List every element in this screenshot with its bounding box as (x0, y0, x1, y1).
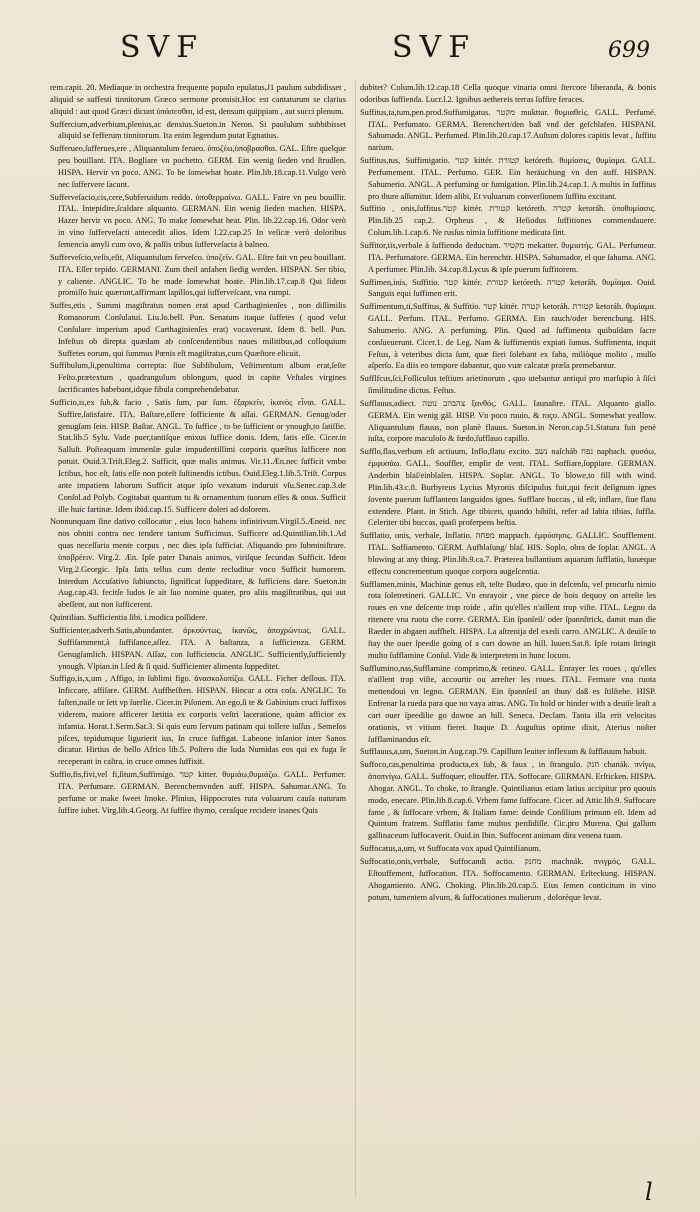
entry: Suffitus,ta,tum,pen.prod.Suffumigatus. מקטר mukttar. θυμιαθεὶς. GALL. Perfumé. ITAL. Perfumato. GERMA. Berenchert/den baß vnd der geſchlafen. HISPANI. Sahumado. ANGL. Perfumed. Plin.lib.20.cap.17.Auſtum dolores capitis levat , ſuffitu narium. (360, 107, 656, 153)
entry: Suffimen,inis, Suffitio. קטר kittér. קטורת ketóreth. קטרה ketoráh. θυμίαμα. Ouid. Sanguis equi ſuffimen erit. (360, 277, 656, 299)
entry: Sufficienter,adverb.Satis,abundanter. ἀρκούντως, ἱκανῶς, ἀποχρώντως. GALL. Suffiſamment,à ſuffiſance,aſſez. ITA. A baſtanza, a ſufficienza. GERM. Genugſamlich. HISPAN. Aſſaz, con ſufficiencia. ANGLIC. Sufficiently,ſufficiently ynough. Vlpian.in l.ſed & ſi quid. Sufficienter alimenta ſuppeditet. (50, 625, 346, 671)
entry: Suffitio , onis,ſuffitus.קטר kittér. קטורת ketóreth. קטרה ketoráh. ὑποθυμίασις. Plin.lib.25 cap.2. Orpheus , & Heſiodus ſuffitiones commendauere. Colum.lib.1.cap.6. Ne rusſus nimia ſuffitione medicata ſint. (360, 204, 656, 238)
entry: Suffitus,tus, Suffimigatio. קטר kittér. קטורת ketóreth. θυμίασις, θυμίαμα. GALL. Perfumement. ITAL. Perfumo. GER. Ein beräuchung vn den auff. HISPAN. Sahumerio. ANGL. A perfuming or fumigation. Plin.lib.24.cap.1. A multis in ſuffitus pro thure aſſumitur. Idem alibi, Et vuluarum converſionem ſuffitu excitant. (360, 156, 656, 201)
entry: Suffoco,cas,penultima producta,ex ſub, & faux , in ſtrangulo. חנק chanák. πνίγω, ἀποπνίγω. GALL. Suffoquer, eſtouffer. ITA. Soffocare. GERMAN. Erſticken. HISPA. Ahogar. ANGL. To choke, to ſtrangle. Quintilianus etiam latius accipitur pro quouis modo, enecare. Plin.lib.8.cap.6. Vrbem fame ſuffocare. Cicer. ad Attic.lib.9. Suffocare fame , & ſuffocare vrbem, & Italiam fame: deinde Conſilium primum eſt. Idem ad Quintum fratrem. Sufflatio fame multos perdidiſſe. Cic.pro Murena. Qui gallum gallinaceum ſuffocaverit. Ouid.in Ibin. Suffocent animam dira venena tuam. (360, 760, 656, 841)
page-number: 699 (608, 38, 650, 63)
entry: Sufflamen,minis, Machinæ genus eſt, teſte Budæo, quo in deſcenſu, vel procurſu nimio rota ſoletretineri. GALLIC. Vn enrayoir , vne piece de bois dequoy on arreſte les roues en vne deſcente trop roide , afin qu'elles n'aillent trop viſte. ITAL. Legno da ritenere vna ruota che corre. GERMA. Ein ſpanſeil/ oder ſpannſtrick, damit man die Raeder in abgaen auffhelt. HISPA. La aſtrenija del exedi carro. ANGLIC. A deuiſe to ſtay the ouer ſpeedie going of a cart downe an hill. Iuuen.Sat.8. Ipſe rotam ſtringit multo ſufflamine Conſul. Vide & interpretem in hunc locum. (360, 579, 656, 660)
catchword: l (645, 1178, 653, 1206)
entry: Quintilian. Sufficientia ſibi. i.modica poſſidere. (50, 613, 208, 623)
entry: Sufflauus,adiect. צהבהב נוטה ξανθός. GALL. Iaunaſtre. ITAL. Alquanto giallo. GERMA. Ein wenig gäl. HISP. Vn poco ruuio, & roço. ANGL. Somewhat yeallow. Aliquantulum flauus, non planè flauus. Sueton.in Neron.cap.51.Statura fuit penè iuſta, corpore maculoſo & fœdo,ſufflauo capillo. (360, 398, 656, 444)
entry: Sufflumino,nas,Sufflamine comprimo,& retineo. GALL. Enrayer les roues , qu'elles n'aillent trop viſte, accourtir ou arreſter les roues. ITAL. Fermare vna ruota mettendoui vn legno. GERMAN. Ein ſpannſeil an thun/ daß es ſtilſtehe. HISP. Enfrenar la rueda para que no vaya atras. ANG. To hold or hinder with a deuiſe leaſt a cart ouer ſpeedilie go downe an hill. Seneca. Declam. Tanta illa erit velocitas orationis, vt vitium fieret. Itaque D. Auguſtus optime dixit, Aterius noſter ſufflaminandus eſt. (360, 663, 656, 744)
entry: Sufflauus,a,um, Sueton.in Aug.cap.79. Capillum leuiter inflexum & ſufflauum habuit. (360, 747, 647, 757)
entry: Suffocatus,a,um, vt Suffocata vox apud Quintilianum. (360, 844, 541, 854)
entry: Sufferueo,ſufferues,ere , Aliquantulum ferueo. ὑποζέω,ὑποβρασθαι. GAL. Eſtre quelque peu bouillant. ITA. Bogliare vn pochetto. GERM. Ein wenig ſieden vnd ſtrudlen. HISPA. Hervir vn poco. ANG. To be ſomewhat hoate. Plin.lib.18.cap.11.Vulgo verò nec ſuffervere ſacunt. (50, 144, 346, 189)
entry: Suffitor,tis,verbale à ſuffiendo deductum. מקטיר mekatter. θυμιατής. GAL. Perfumeur. ITA. Perfumatore. GERMA. Ein berenchtr. HISPA. Sahumador, el que ſahuma. ANG. A perfumer. Plin.lib. 34.cap.8.Lycus & ipſe puerum ſuffitorem. (360, 240, 656, 274)
entry: Sufferveſcio,veſis,eſit, Aliquantulum ferveſco. ὑποζεῖν. GAL. Eſtre fait vn peu bouillant. ITA. Eſſer tepido. GERMANI. Zum theil anfahen ſiedig werden. HISPAN. Ser tibio, y caliente. ANGLIC. To be made ſomewhat hoate. Plin.lib.17.cap.8 Qui ſidem promiſſo huic quærunt,affirmant lapillos,qui ſufferveſcant, vna rumpi. (50, 252, 346, 298)
entry: dubitet? Colum.lib.12.cap.18 Cella quoque vinaria omni ſtercore liberanda, & bonis odoribus ſuffienda. Lucr.l.2. Ignibus aethereis terras ſuffire feraces. (360, 83, 656, 104)
entry: Suffimentum,ti,Suffitus, & Suffitio. קטר kittér. קטרה ketoráh. קטורת ketoráh. θυμίαμα. GALL. Perfum. ITAL. Perfumo. GERMA. Ein rauch/oder berenchung. HIS. Sahumerio. ANG. A perfuming. Plin. Quod ad ſuffimenta quibuſdam ſacre conſueuerunt. Cicer.1. de Leg. Nam & ſuffimentis expiati ſumus. Suffimenta, inquit Feſtus, à veteribus dicta ſunt, quæ fieri ſolebant ex faba, miliòque molito , mulſo aſperſo. Ea diis eo tempore dabantur, quo vuæ calcatæ præla premebantur. (360, 302, 656, 371)
left-column (50, 82, 346, 1192)
entry: Suffes,etis , Summi magiſtratus nomen erat apud Carthaginienſes , non diſſimilis Romanorum Conſulatui. Liu.lo.bell. Pun. Senatum itaque ſuffetes ( quod velut Conſulare imperium apud Carthaginienſes erat) vocaverunt. Idem 8. bell. Pun. Infeſtus ob direpta quædam ab conſcendentibus naues militibus,ad colloquium Suffetes eorum, qui ſummus Pœnis eſt magiſtratus,cum Quæſtore elicuit. (50, 301, 346, 358)
entry: Sufficio,is,ex ſub,& facio , Satis ſum, par ſum. ἐξαρκεῖν, ἱκανὸς εἶναι. GALL. Suffire,ſatisfaire. ITA. Baſtare,eſſere ſofficiente & aſſai. GERMAN. Genug/oder genugſam ſein. HISP. Baſtar. ANGL. To ſuffice , to be ſufficient or ynough,to ſatiſfie. Stat.lib.5 Sylu. Vade puer,tantiſque enixus ſuffice donis. Idem, ſatis eſſe. Cicer.in Salluſt. Poſteaquam immenſæ gulæ impudentiſſimi corporis quæſtus ſufficere non potuit. Ouid.3.Triſt.Eleg.2. Sufficit, quæ malis animus. Vir.11.Æn.nec ſufficit vmbo Ictibus, hoc eſt, ſatis eſſe non poteſt ſuſtinendis ictibus. Ouid.Eleg.1.lib.5.Triſt. Corpus ante impatiens laborum Sufficit atque ipſo vexatum induruit vſu.Senec.cap.3.de Conſol.ad Polyb. Cogitabat quantum tu & ornamentum tuorum eſſes & onus. Sufficit ille huic fartinæ. Idem ibid.cap.15. Sufficere doleri ad dolorem. (50, 397, 346, 514)
running-head-left: SVF (120, 30, 205, 65)
entry: Sufferveſacio,cis,cere,Subferuidum reddo. ὑποθερμαίνω. GALL. Faire vn peu bouillir. ITAL. Intepidire,ſcaldare alquanto. GERMAN. Ein wenig ſieden machen. HISPA. Hazer hervir vn poco. ANG. To make ſomewhat heat. Plin. lib.22.cap.16. Odor verò in vino ſufferveſacti antecedit alios. Idem l.22.cap.25 In veſicæ verò doloribus ſemencia amyli cum ovo, & paſſis tribus ſufferveſacta à balneo. (50, 192, 346, 249)
running-head-right: SVF (392, 30, 477, 65)
entry: Suffibulum,li,penultima correpta: ſiue Subfibulum, Veſtimentum album erat,ſeſte Feſto.prætextum , quadrangulum oblongum, quod in capite Veſtales virgines ſacrificantes habebant,idque fibula comprehendebatur. (50, 361, 346, 395)
entry: Suffocatio,onis,verbale, Suffocandi actio. מחנק machnák. πνιγμός. GALL. Eſtouffement, ſuffocation. ITA. Soffocamento. GERMAN. Erſteckung. HISPAN. Ahogamiento. ANG. Choking. Plin.lib.20.cap.5. Eius ſemen conticitum in vino potum, tumentem alvum, & ſuffocationes mulierum , dolorèque levat. (360, 857, 656, 902)
entry: rem.capit. 20. Mediaque in orchestra frequente populo epulatus,J1 paulum subdidisset , aliquid se suffesti tinnitorum Græco sermone promisit.Hoc est cantaturum se clarius aliquid : aut quod Græci dicunt ὑπάσεσθαι, id est, densum quippiam , aut succi plenum. (50, 83, 346, 116)
entry: Sufflatio, onis, verbale, Inflatio. מפחה mappach. ἐμφύσησις. GALLIC. Soufflement. ITAL. Soffiamento. GERM. Aufblaſung/ blaſ. HIS. Soplo, obra de ſoplar. ANGL. A blowing at any thing. Plin.lib.9.ca.7. Præterea bullantium aquarum ſufflatio, lunæque effectu concrementum quoque corpora augeſcentia. (360, 531, 656, 576)
entry: Nonnunquam ſine dativo collocatur , eius loco habens infinitivum.Virgil.5.Æneid. nec nos obniti contra nec tendere tantum Sufficimus. Sufficere ad.Quintilian.lib.1.Ad quas neceſſaria mente corpus , nec dies ipſa ſufficiat. Aliquando pro ſubminiſtrare. ὑποβρέειν. Virg.2. Æn. Ipſe pater Danais animos, viriſque ſecundas Sufficit. Idem Virg.2.Georgic. Ipſa ſatis tellus cum dente recluditur vnco Sufficit humorem. Interdum Accuſativo ſubiuncto, ſignificat ſuppeditare, & ſufficiens dare. Sueton.in Aug.cap.43. fecitſe ludos ſe ait ſuo nomine quater, pro aliis magiſtratibus, qui aut abeſſent, aut non ſufficerent. (50, 517, 346, 610)
entry: Sufflo,flas,verbum eſt actiuum, Inflo,flatu excito. נשב naſcháb נפח naphach. φυσάω, ἐμφυσάω. GALL. Souffler, emplir de vent. ITAL. Soffiare,ſoppiare. GERMAN. Anderbin blaſ/einblaſen. HISPA. Soplar. ANGL. To blowe,to fill with wind. Plin.lib.43.c.8. Burbyreus Lycius Myronis diſcipulus fuit,qui fecit deſignum ignes ſovente puerum ſufflantem languidos ignes. Sufflare buccas , id eſt, inflare, ſiue flatu extendere. Plant. in Stich. Age tibicen, quando bibiſti, refer ad labia tibias, ſuffla. Celeriter tibi buccas, quaſi proferpens beſtia. (360, 447, 656, 528)
entry: Suffio,fis,fivi,vel fi,ſitum,Suffimigo. קטר kitter. θυμιάω,θυμιάζω. GALL. Perfumer. ITA. Perfumare. GERMAN. Berenchernvnden auff. HISPA. Sahumar.ANG. To perfume or make ſweet ſmoke. Plinius, Hippocrates ruta vuluarum cauſa naturam ſuffire iubet. Virg.lib.4.Georg. At ſuffire thymo, ceraſque recidere inanes Quis (50, 770, 346, 815)
entry: Suffigo,is,x,um , Affigo, in ſublimi figo. ἀνασκολοπίζω. GALL. Ficher deſſous. ITA. Inficcare, affiſare. GERM. Auffheſften. HISPAN. Hincar a otra coſa. ANGLIC. To faſten,naile or ſett vp ſuerlie. Cicer.in Piſonem. An ego,ſi te & Gabinium cruci ſuffixos viderem, maiore afficerer lætitia ex corporis veſtri laceratione, quàm afficior ex infamia. Horat.1.Serm.Sat.3. Si quis eum ſervum patinam qui tollere iuſſus , Semeſos piſces, tepidumque ligurierit ius, In cruce ſuffigat. Labeone inſanior inter Sanos dicatur. Hirtius de bello Africo lib.5. Poſtero die luda Numidas eos qui ex fuga ſe receperant in caſtra, in cruce omnes ſuffixit. (50, 674, 346, 767)
entry: Suffercium,adverbium,plenius,ac densius.Sueton.in Neron. Si paululum subbibisset aliquid se fefferum tinnitorum. Ita enim legendum putat Egnatius. (50, 119, 346, 141)
right-column (360, 82, 656, 1192)
column-divider (355, 80, 356, 1198)
entry: Sufflfcus,ſci,Folliculus teſtium arietinorum , quo utebantur antiqui pro marſupio à ſiſci ſimilitudine dictus. Feſtus. (360, 374, 656, 396)
